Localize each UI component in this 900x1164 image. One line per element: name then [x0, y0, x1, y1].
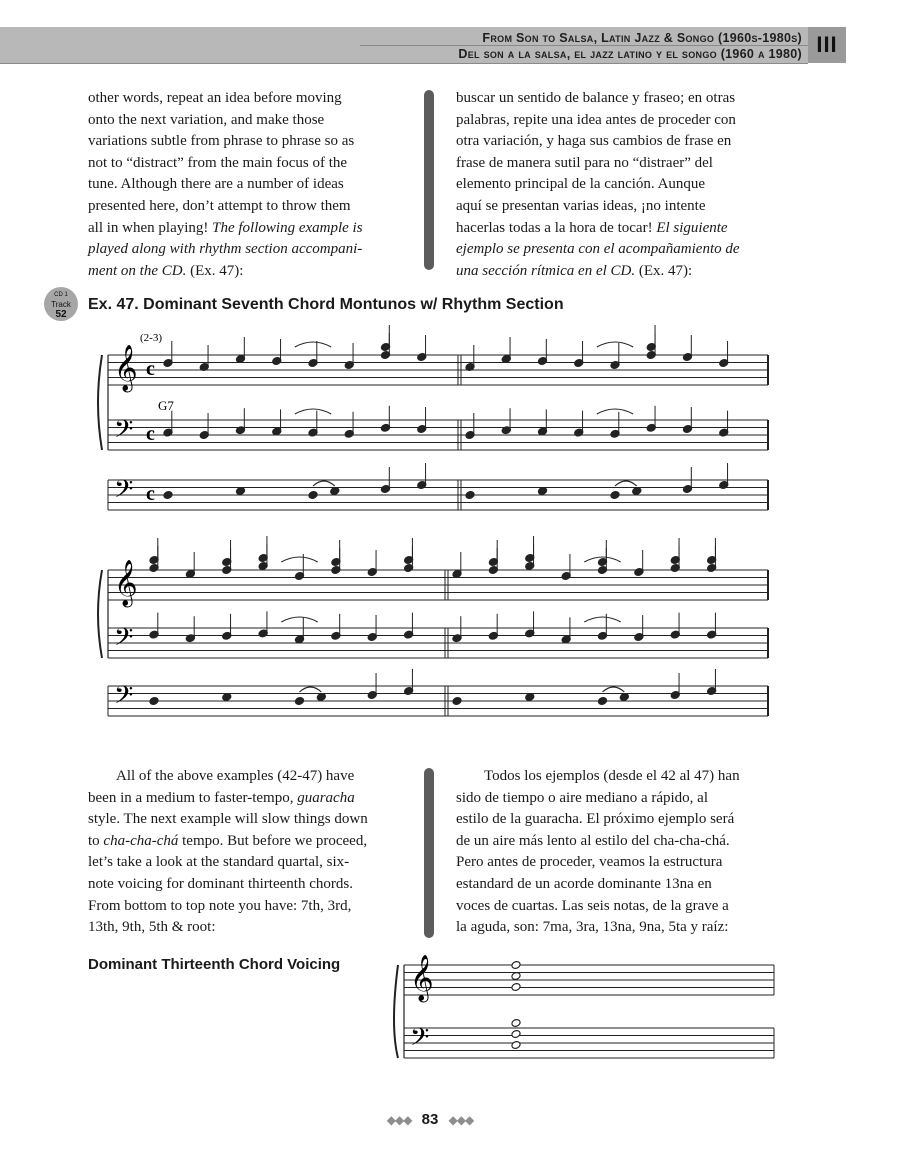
text-run: hacerlas todas a la hora de tocar!	[456, 219, 657, 236]
clave-marking: (2-3)	[140, 332, 162, 344]
italic-run: una sección rítmica en el CD.	[456, 262, 636, 279]
body-paragraph-english	[88, 766, 393, 939]
tie	[603, 687, 625, 692]
notehead	[511, 1041, 521, 1050]
tie	[300, 687, 322, 692]
voicing-title: Dominant Thirteenth Chord Voicing	[88, 956, 341, 973]
text-line: otra variación, y haga sus cambios de frase en	[456, 133, 732, 150]
text-line: buscar un sentido de balance y fraseo; en otras	[456, 90, 736, 106]
text-line: note voicing for dominant thirteenth chords.	[88, 875, 353, 892]
text-line: From bottom to top note you have: 7th, 3rd,	[88, 897, 352, 914]
text-line: tune. Although there are a number of ideas	[88, 176, 344, 193]
tie	[281, 617, 317, 622]
notehead	[597, 697, 607, 706]
italic-run: ejemplo se presenta con el acompañamiento de	[456, 241, 740, 258]
system-brace	[98, 570, 102, 658]
italic-run: The following example is	[212, 219, 363, 236]
bass-clef: 𝄢	[114, 623, 134, 658]
tie	[281, 557, 317, 562]
bass-clef: 𝄢	[410, 1023, 430, 1058]
notehead	[163, 491, 173, 500]
italic-run: guaracha	[297, 789, 355, 806]
text-line: la aguda, son: 7ma, 3ra, 13na, 9na, 5ta y raíz:	[456, 919, 729, 936]
notehead	[511, 1019, 521, 1028]
text-line: variations subtle from phrase to phrase so as	[88, 133, 355, 150]
notehead	[149, 697, 159, 706]
text-line: 13th, 9th, 5th & root:	[88, 919, 216, 936]
text-run: (Ex. 47):	[186, 262, 244, 279]
italic-run: cha-cha-chá	[103, 832, 179, 849]
bass-clef: 𝄢	[114, 475, 134, 510]
tie	[295, 342, 331, 347]
treble-clef: 𝄞	[114, 560, 138, 606]
text-run: (Ex. 47):	[635, 262, 693, 279]
text-line: voces de cuartas. Las seis notas, de la grave a	[456, 897, 729, 914]
text-line: presented here, don’t attempt to throw them	[88, 197, 351, 214]
text-line: other words, repeat an idea before moving	[88, 90, 342, 106]
notehead	[511, 983, 521, 992]
tie	[584, 617, 620, 622]
text-line: elemento principal de la canción. Aunque	[456, 176, 706, 193]
running-header-spanish: Del son a la salsa, el jazz latino y el songo (1960 a 1980)	[458, 47, 802, 61]
notehead	[465, 491, 475, 500]
text-line: Todos los ejemplos (desde el 42 al 47) han	[484, 768, 740, 784]
notehead	[511, 1030, 521, 1039]
cd-label: CD 1	[54, 292, 68, 298]
bass-clef: 𝄢	[114, 415, 134, 450]
example-title: Ex. 47. Dominant Seventh Chord Montunos w/ Rhythm Section	[88, 296, 564, 313]
text-line: frase de manera sutil para no “distraer” del	[456, 154, 713, 171]
time-signature: c	[146, 483, 155, 505]
text-run: to	[88, 832, 104, 849]
tie	[615, 481, 637, 486]
chapter-number: III	[808, 27, 846, 63]
treble-clef: 𝄞	[410, 955, 434, 1001]
system-brace	[98, 355, 102, 450]
text-line: onto the next variation, and make those	[88, 111, 325, 128]
voicing-brace	[394, 965, 398, 1058]
text-line: sido de tiempo o aire mediano a rápido, al	[456, 789, 709, 806]
italic-run: El siguiente	[656, 219, 728, 236]
notehead	[511, 961, 521, 970]
time-signature: c	[146, 358, 155, 380]
tie	[597, 409, 633, 414]
text-run: all in when playing!	[88, 219, 213, 236]
text-line: aquí se presentan varias ideas, ¡no intente	[456, 197, 706, 214]
italic-run: played along with rhythm section accompani-	[88, 241, 363, 258]
text-line: estandard de un acorde dominante 13na en	[456, 875, 712, 892]
notehead	[294, 697, 304, 706]
text-line: let’s take a look at the standard quartal, six-	[88, 854, 350, 871]
italic-run: ment on the CD.	[88, 262, 187, 279]
track-label: Track	[51, 300, 71, 309]
text-line: de un aire más lento al estilo del cha-cha-chá.	[456, 832, 730, 849]
tie	[313, 481, 335, 486]
text-line: style. The next example will slow things down	[88, 811, 368, 828]
text-line: Pero antes de proceder, veamos la estructura	[456, 854, 723, 871]
notehead	[452, 697, 462, 706]
text-line	[88, 831, 393, 853]
text-line: palabras, repite una idea antes de proceder con	[456, 111, 736, 128]
running-header-english: From Son to Salsa, Latin Jazz & Songo (1960s-1980s)	[482, 31, 802, 45]
ornament-left: ◆◆◆	[386, 1113, 412, 1127]
text-line: not to “distract” from the main focus of the	[88, 154, 348, 171]
body-paragraph-spanish	[456, 766, 781, 939]
column-divider-bar	[424, 768, 434, 938]
notehead	[308, 491, 318, 500]
tie	[597, 342, 633, 347]
text-run: been in a medium to faster-tempo,	[88, 789, 298, 806]
track-number: 52	[55, 309, 67, 320]
bass-clef: 𝄢	[114, 681, 134, 716]
text-line: estilo de la guaracha. El próximo ejemplo será	[456, 811, 735, 828]
notehead	[610, 491, 620, 500]
chord-symbol: G7	[158, 398, 174, 413]
tie	[295, 409, 331, 414]
ornament-right: ◆◆◆	[448, 1113, 474, 1127]
text-line: All of the above examples (42-47) have	[116, 768, 355, 784]
treble-clef: 𝄞	[114, 345, 138, 391]
page-footer	[0, 1111, 860, 1128]
text-line	[88, 788, 393, 810]
time-signature: c	[146, 423, 155, 445]
text-run: tempo. But before we proceed,	[178, 832, 368, 849]
page-number: 83	[421, 1111, 439, 1128]
